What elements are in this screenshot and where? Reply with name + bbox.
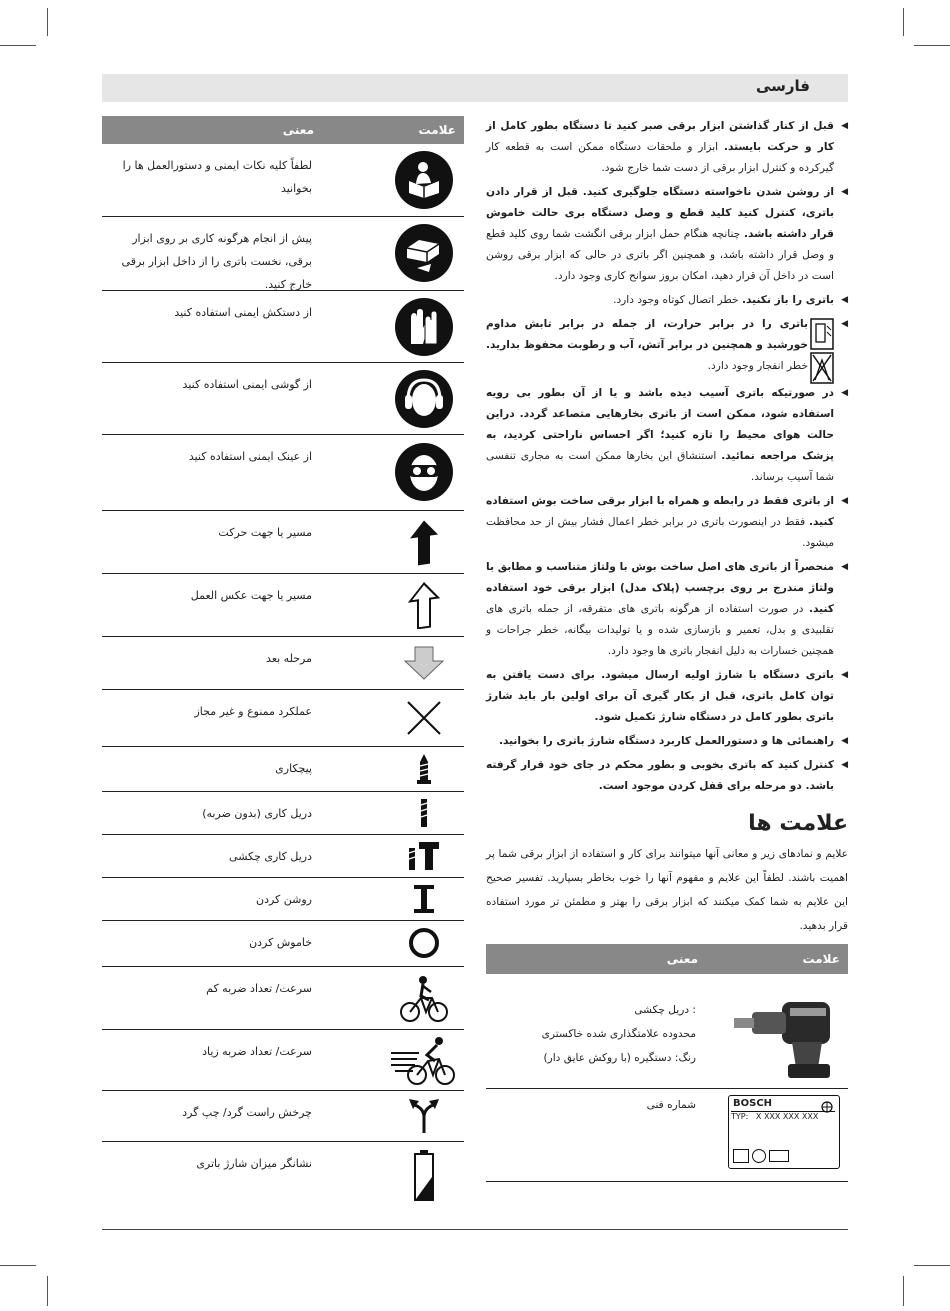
symbol-meaning: پیچکاری — [275, 762, 312, 775]
drilling-icon — [392, 796, 456, 830]
table-row — [102, 835, 464, 878]
table-row — [102, 1030, 464, 1091]
plate-brand: BOSCH — [733, 1098, 773, 1109]
symbol-meaning: شماره فنی — [646, 1099, 696, 1111]
symbol-meaning: مرحله بعد — [266, 652, 312, 665]
symbol-meaning: خاموش کردن — [249, 936, 312, 949]
table-row — [102, 921, 464, 967]
table-row — [102, 792, 464, 835]
switch-on-icon — [392, 882, 456, 916]
reaction-direction-icon — [392, 580, 456, 630]
symbol-meaning: روشن کردن — [256, 893, 312, 906]
heat-warning-icon — [810, 318, 834, 392]
table-row — [102, 1142, 464, 1210]
crop-mark — [914, 45, 950, 46]
plate-typ: TYP: X XXX XXX XXX — [731, 1111, 835, 1121]
symbol-meaning: لطفاً کلیه نکات ایمنی و دستورالعمل ها را بخوانید — [122, 159, 312, 195]
high-speed-icon — [388, 1032, 460, 1088]
safety-bullet: ◀ منحصراً از باتری های اصل ساخت بوش با ولتاژ متناسب و مطابق با ولتاژ مندرج بر روی برچسب (پلاک مدل) ابزار برقی خود استفاده کنید. در صورت استفاده از هرگونه باتری های متفرقه، از جمله باتری های تقلبیدی و بدل، تعمیر و بازسازی شده و یا تولیدات بیگانه، خطر جراحات و همچنین خسارات به دلیل انفجار باتری ها وجود دارد. — [486, 557, 848, 662]
col-symbol-header: علامت — [802, 952, 840, 966]
table-row — [102, 967, 464, 1030]
safety-bullet: ◀ راهنمائی ها و دستورالعمل کاربرد دستگاه شارژ باتری را بخوانید. — [486, 731, 848, 752]
symbol-meaning: پیش از انجام هرگونه کاری بر روی ابزار برقی، نخست باتری را از داخل ابزار برقی خارج کنید. — [121, 232, 312, 291]
table-row — [102, 1091, 464, 1142]
symbol-meaning: چرخش راست گرد/ چپ گرد — [182, 1106, 312, 1119]
symbol-meaning: مسیر یا جهت حرکت — [218, 526, 312, 539]
safety-bullet: ◀ قبل از کنار گذاشتن ابزار برقی صبر کنید تا دستگاه بطور کامل از کار و حرکت بایستد. ابزار و ملحقات دستگاه ممکن است به قطعه کار گیرکرده و کنترل ابزار برقی از دست شما خارج شود. — [486, 116, 848, 179]
safety-bullet: ◀ در صورتیکه باتری آسیب دیده باشد و یا از آن بطور بی رویه استفاده شود، ممکن است از باتری بخارهایی متصاعد گردد. دراین حالت هوای محیط را تازه کنید؛ اگر احساس ناراحتی کردید، به پزشک مراجعه نمائید. استنشاق این بخارها ممکن است به مجاری تنفسی شما آسیب برساند. — [486, 383, 848, 488]
rotation-direction-icon — [392, 1095, 456, 1135]
table-row — [102, 291, 464, 363]
section-title: علامت ها — [748, 811, 848, 836]
movement-direction-icon — [392, 517, 456, 567]
battery-charge-icon — [392, 1148, 456, 1204]
low-speed-icon — [392, 971, 456, 1025]
crop-mark — [914, 1265, 950, 1266]
table-row — [102, 363, 464, 435]
symbol-meaning: از گوشی ایمنی استفاده کنید — [182, 378, 312, 391]
safety-bullet: ◀ باتری دستگاه با شارژ اولیه ارسال میشود. برای دست یافتن به توان کامل باتری، قبل از بکار گیری آن برای اولین بار باید شارژ باتری بطور کامل در دستگاه شارژ تکمیل شود. — [486, 665, 848, 728]
prohibited-icon — [392, 696, 456, 740]
table-row — [102, 637, 464, 690]
hammer-drill-image — [732, 984, 842, 1084]
symbol-meaning: دریل کاری (بدون ضربه) — [202, 807, 312, 820]
crop-mark — [47, 8, 48, 36]
symbol-meaning: : دریل چکشی محدوده علامتگذاری شده خاکستری رنگ: دستگیره (با روکش عایق دار) — [541, 1004, 696, 1064]
footer-rule — [102, 1229, 848, 1230]
table-row — [102, 435, 464, 511]
symbol-meaning: سرعت/ تعداد ضربه کم — [206, 982, 312, 995]
safety-goggles-icon — [392, 441, 456, 503]
symbol-meaning: مسیر یا جهت عکس العمل — [190, 589, 312, 602]
safety-gloves-icon — [392, 297, 456, 357]
table-row — [102, 144, 464, 217]
symbol-meaning: از دستکش ایمنی استفاده کنید — [174, 306, 312, 319]
safety-bullet: ◀ باتری را در برابر حرارت، از جمله در برابر تابش مداوم خورشید و همچنین در برابر آتش، آب و رطوبت محفوظ بدارید. خطر انفجار وجود دارد. — [486, 314, 848, 377]
section-intro: علایم و نمادهای زیر و معانی آنها میتوانند برای کار و استفاده از ابزار برقی شما پر اهمیت باشند. لطفاً این علایم و مفهوم آنها را خوب بخاطر بسپارید. تفسیر صحیح این علایم به شما کمک میکنند که ابزار برقی را بهتر و مطمئن تر مورد استفاده قرار بدهید. — [486, 848, 848, 932]
screwdriving-icon — [392, 751, 456, 787]
col-meaning-header: معنی — [666, 952, 698, 966]
crop-mark — [0, 45, 36, 46]
language-header — [102, 74, 848, 102]
table-row — [102, 690, 464, 747]
symbol-meaning: از عینک ایمنی استفاده کنید — [188, 450, 312, 463]
symbols-table — [102, 116, 464, 1210]
table-row — [486, 1089, 848, 1182]
ear-protection-icon — [392, 369, 456, 429]
read-manual-icon — [392, 150, 456, 210]
next-step-icon — [392, 643, 456, 683]
safety-bullet: ◀ باتری را باز نکنید. خطر اتصال کوتاه وجود دارد. — [486, 290, 848, 311]
table-row — [102, 747, 464, 792]
safety-bullet: ◀ از باتری فقط در رابطه و همراه با ابزار برقی ساخت بوش استفاده کنید. فقط در اینصورت باتری در برابر خطر اعمال فشار بیش از حد محافظت میشود. — [486, 491, 848, 554]
switch-off-icon — [392, 925, 456, 961]
language-title: فارسی — [755, 77, 810, 95]
crop-mark — [47, 1276, 48, 1306]
symbol-meaning: عملکرد ممنوع و غیر مجاز — [194, 705, 312, 718]
col-symbol-header: علامت — [418, 123, 456, 137]
table-row — [102, 574, 464, 637]
plate-marks — [733, 1149, 789, 1163]
symbol-meaning: دریل کاری چکشی — [229, 850, 312, 863]
safety-bullet: ◀ کنترل کنید که باتری بخوبی و بطور محکم در جای خود قرار گرفته باشد. دو مرحله برای قفل کردن موجود است. — [486, 755, 848, 797]
hammer-drilling-icon — [392, 839, 456, 873]
table-header — [486, 944, 848, 974]
symbol-meaning: نشانگر میزان شارژ باتری — [196, 1157, 312, 1170]
crop-mark — [903, 1276, 904, 1306]
table-header — [102, 116, 464, 144]
table-row — [486, 974, 848, 1089]
table-row — [102, 878, 464, 921]
right-column — [486, 116, 848, 1182]
crop-mark — [0, 1265, 36, 1266]
safety-bullet: ◀ از روشن شدن ناخواسته دستگاه جلوگیری کنید. قبل از قرار دادن باتری، کنترل کنید کلید قطع و وصل دستگاه بری حالت خاموش قرار داشته باشد. چنانچه هنگام حمل ابزار برقی انگشت شما روی کلید قطع و وصل قرار داشته باشد، و همچنین اگر باتری در حالی که ابزار برقی روشن است در داخل آن قرار دهید، امکان بروز سوانح کاری وجود دارد. — [486, 182, 848, 287]
remove-battery-icon — [392, 223, 456, 283]
crop-mark — [903, 8, 904, 36]
col-meaning-header: معنی — [282, 123, 314, 137]
table-row — [102, 511, 464, 574]
symbol-meaning: سرعت/ تعداد ضربه زیاد — [202, 1045, 312, 1058]
table-row — [102, 217, 464, 291]
type-plate — [728, 1095, 840, 1169]
